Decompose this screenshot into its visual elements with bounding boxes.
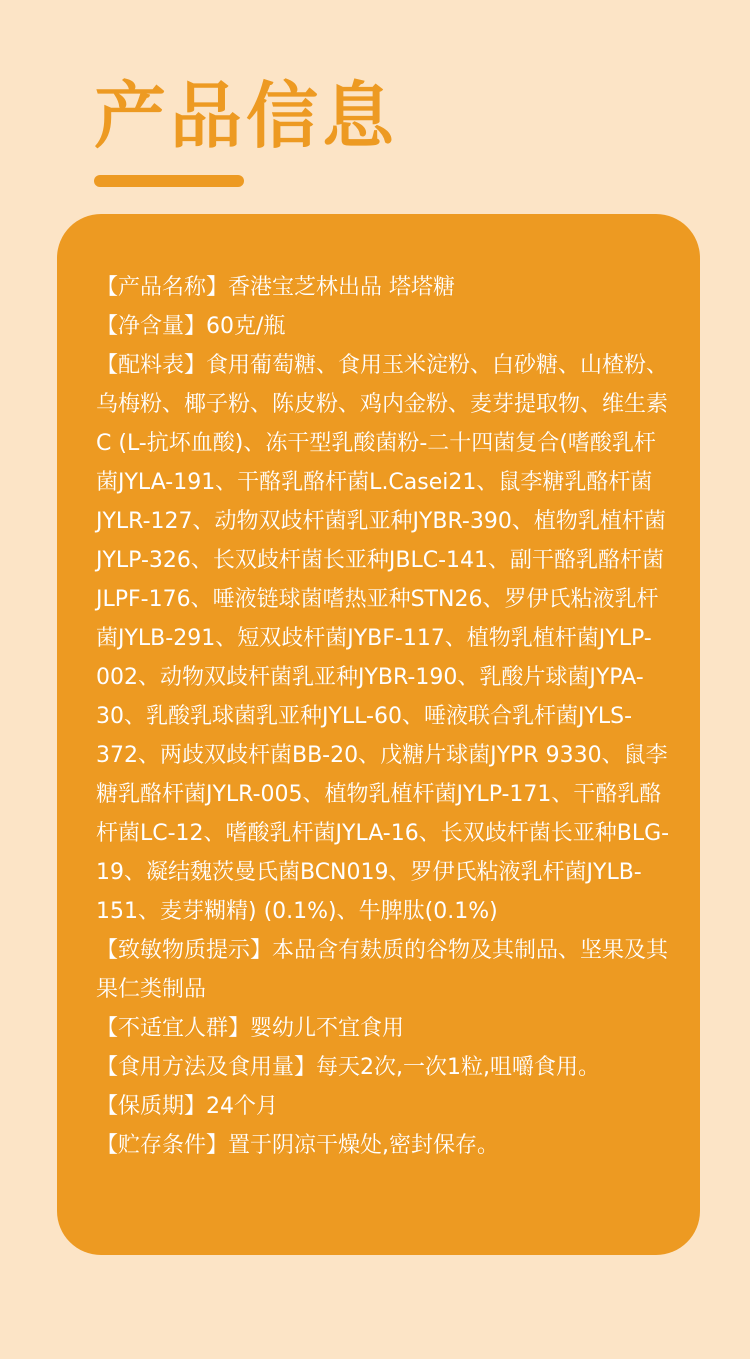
product-info-list	[96, 268, 676, 1165]
unsuitable-group-item: 【不适宜人群】婴幼儿不宜食用	[96, 1016, 405, 1041]
page-title: 产品信息	[94, 74, 399, 158]
storage-item: 【贮存条件】置于阴凉干燥处,密封保存。	[96, 1133, 499, 1158]
ingredients-item: 【配料表】食用葡萄糖、食用玉米淀粉、白砂糖、山楂粉、乌梅粉、椰子粉、陈皮粉、鸡内金粉、麦芽提取物、维生素C (L-抗坏血酸)、冻干型乳酸菌粉-二十四菌复合(嗜酸乳杆菌JYLA-191、干酪乳酪杆菌L.Casei21、鼠李糖乳酪杆菌JYLR-127、动物双歧杆菌乳亚种JYBR-390、植物乳植杆菌JYLP-326、长双歧杆菌长亚种JBLC-141、副干酪乳酪杆菌JLPF-176、唾液链球菌嗜热亚种STN26、罗伊氏粘液乳杆菌JYLB-291、短双歧杆菌JYBF-117、植物乳植杆菌JYLP-002、动物双歧杆菌乳亚种JYBR-190、乳酸片球菌JYPA-30、乳酸乳球菌乳亚种JYLL-60、唾液联合乳杆菌JYLS-372、两歧双歧杆菌BB-20、戊糖片球菌JYPR 9330、鼠李糖乳酪杆菌JYLR-005、植物乳植杆菌JYLP-171、干酪乳酪杆菌LC-12、嗜酸乳杆菌JYLA-16、长双歧杆菌长亚种BLG-19、凝结魏茨曼氏菌BCN019、罗伊氏粘液乳杆菌JYLB-151、麦芽糊精) (0.1%)、牛脾肽(0.1%)	[96, 353, 670, 924]
usage-item: 【食用方法及食用量】每天2次,一次1粒,咀嚼食用。	[96, 1055, 600, 1080]
product-name-item: 【产品名称】香港宝芝林出品 塔塔糖	[96, 275, 455, 300]
net-content-item: 【净含量】60克/瓶	[96, 314, 286, 339]
title-underline	[94, 175, 244, 187]
shelf-life-item: 【保质期】24个月	[96, 1094, 278, 1119]
allergen-item: 【致敏物质提示】本品含有麸质的谷物及其制品、坚果及其果仁类制品	[96, 938, 669, 1002]
